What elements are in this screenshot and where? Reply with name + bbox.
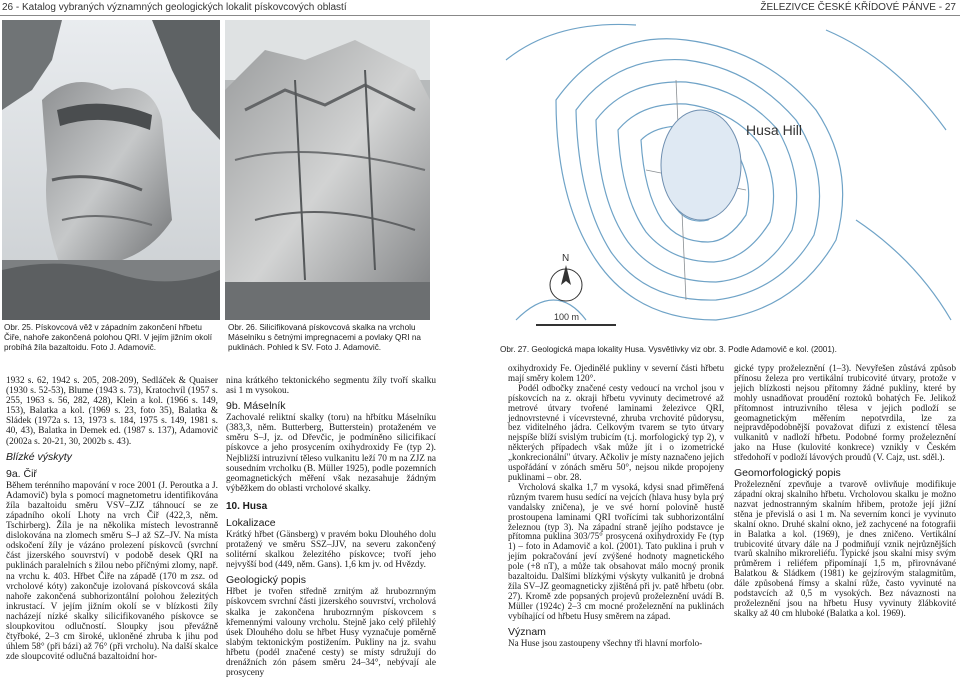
page-header <box>0 0 960 18</box>
map-label-husa-hill: Husa Hill <box>746 122 803 138</box>
caption-fig-26: Obr. 26. Silicifikovaná pískovcová skalka na vrcholu Máselníku s četnými impregnacemi a povlaky QRI na puklinách. Pohled k SV. Foto J. Adamovič. <box>228 323 421 352</box>
text-col3-p1: oxihydroxidy Fe. Ojedinělé pukliny v severní části hřbetu mají směry kolem 120°. <box>508 363 724 383</box>
heading-geomorphology: Geomorfologický popis <box>734 467 841 480</box>
scale-label: 100 m <box>554 312 580 322</box>
heading-nearby: Blízké výskyty <box>6 450 72 463</box>
heading-significance: Význam <box>508 625 546 638</box>
geologic-map-husa <box>496 20 958 340</box>
caption-fig-25: Obr. 25. Pískovcová věž v západním zakončení hřbetu Čiře, nahoře zakončená polohou QRI. V jejím jižním okolí probíhá žíla bazaltoidu. Foto J. Adamovič. <box>4 323 212 352</box>
heading-geology: Geologický popis <box>226 574 306 587</box>
column-2 <box>226 376 436 678</box>
caption-fig-27: Obr. 27. Geologická mapa lokality Husa. Vysvětlivky viz obr. 3. Podle Adamovič e kol. (2001). <box>500 345 837 354</box>
text-col3-p3: Vrcholová skalka 1,7 m vysoká, kdysi snad přiměřená různým tvarem husu sedící na vejcích (hlava husy byla prý vandalsky zničena), je ve své horní polovině hustě prostoupena laminami QRI tvořícími tak subhorizontální železnou (typ 3). Na západní straně jejího podstavce je přítomna puklina 303/75° prosycená oxihydroxidy Fe (typ 1) – foto in Adamovič a kol. (2001). Tato puklina i pruh v jejím pokračování jeví zvýšené hodnoty magnetického pole (+8 nT), a může tak obsahovat málo mocný pronik bazaltoidu. Dalšími blízkými výskyty vulkanitů je drobná žíla SV–JZ geomagneticky zjištěná při jv. patě hřbetu (obr. 27). Kromě zde popsaných projevů proželeznění uvádí B. Müller (1924c) 2–3 cm mocné proželeznění na puklinách vybíhající od hřbetu Husy směrem na západ. <box>508 481 724 621</box>
heading-10: 10. Husa <box>226 500 268 512</box>
text-9b: Zachovalé reliktní skalky (toru) na hřbítku Máselníku (383,3, něm. Butterberg, Butterstein) protaženém ve směru S–J, jz. od Dřevčic, je podmíněno silicifikací pískovce a jeho prosycením oxihydroxidy Fe (typ 2). Nejbližší intruzivní těleso vulkanitu leží 70 m na ZJZ na sousedním vrcholku (B. Müller 1925), podle pozemních geomagnetických měření však nezasahuje žádným výběžkem do oblasti vrcholové skalky. <box>226 413 436 494</box>
header-right: ŽELEZIVCE ČESKÉ KŘÍDOVÉ PÁNVE - 27 <box>760 2 956 13</box>
header-left: 26 - Katalog vybraných významných geologických lokalit pískovcových oblastí <box>2 2 347 13</box>
header-rule <box>0 15 960 16</box>
text-geology: Hřbet je tvořen středně zrnitým až hrubozrnným pískovcem svrchní části jizerského souvrství, vrcholová skalka je zakončena hrubozrnným pískovcem s křemennými valouny vrcholu. Stejně jako celý přilehlý úsek Dlouhého dolu se hřbet Husy vyznačuje poměrně slabým tektonickým postižením. Pukliny na jz. svahu hřbetu (podél značené cesty) se místy sdružují do drenážních zón pásem směru 24–34°, nebývají ale prosyceny <box>226 587 436 679</box>
references: 1932 s. 62, 1942 s. 205, 208-209), Sedláček & Quaiser (1930 s. 52-53), Blume (1943 s. 73), Kratochvíl (1957 s. 255, 1963 s. 56, 282, 428), Klein a kol. (1966 s. 149, 153), Balatka a kol. (1969 s. 23, foto 35), Balatka & Sládek (1972a s. 13, 1973 s. 184, 1975 s. 149, 1981 s. 40, 43), Balatka in Demek ed. (1987 s. 137), Adamovič (2002a s. 20-21, 30, 2002b s. 43). <box>6 376 218 447</box>
column-1 <box>6 376 218 662</box>
text-col3-p4: Na Huse jsou zastoupeny všechny tři hlavní morfolo- <box>508 637 703 648</box>
photo-sandstone-tower <box>2 20 220 320</box>
text-col4-p2: Proželeznění zpevňuje a tvarově ovlivňuje modifikuje západní okraj skalního hřbetu. Vrcholovou skalku je možno nazvat jednostranným skalním hřibem, protože její jižní stěna je převislá o asi 1 m. Na severním konci je vyvinuto skalní okno. Druhé skalní okno, jež zachycené na fotografii in Balatka a kol. (1969), je dnes zničeno. Vertikální trubicovité útvary dále na J podmiňují vznik nejrůznějších tvarů skalního mikroreliéfu. Typické jsou skalní misy svým průměrem i reliéfem připomínají 1,5 m, přirovnávané Balatkou & Sládkem (1981) ke gejzírovým stalagmitům, dále způsobená římsy a skalní růže, často vyvinuté na podstavcích až 0,5 m vysokých. Bez návaznosti na proželeznění jsou na hřbetu Husy vyvinuty žlábkovité skalky až 40 cm hluboké (Balatka a kol. 1969). <box>734 479 956 618</box>
column-3 <box>508 364 724 648</box>
text-col4-p1: gické typy proželeznění (1–3). Nevyřešen zůstává způsob přínosu železa pro vertikální trubicovité útvary, protože v jejich blízkosti nejsou přítomny žádné pukliny, které by mohly usnadňovat proudění roztoků bohatých Fe. Jelikož přítomnost intruzivního tělesa v jejich podloží se geomagnetickým měřením nepotvrdila, lze za nejpravděpodobnější považovat difuzi z existencí tělesa vulkanitů v nadloží hřbetu. Podobné formy proželeznění jako na Huse (kulovité konkrece) vznikly v Českém středohoří v podloží lávových proudů (V. Cajz, ust. sděl.). <box>734 363 956 463</box>
text-col3-p2: Podél odbočky značené cesty vedoucí na vrchol jsou v pískovcích na z. okraji hřbetu vyvinuty decimetrové až metrové útvary tvořené laminami železivce QRI, jednovrstevné i vícevrstevné, zhruba vrchovité půdorysu, bez viditelného jádra. Celkovým tvarem se tyto útvary nejspíše blíží svislým trubicím (t.j. morfologický typ 2), v některých případech však může jít i o izometrické „konkrecionální" útvary. Ačkoliv je místy naznačeno jejich uspořádání v zónách směru 50°, nejsou nikde propojeny puklinami – obr. 28. <box>508 382 724 482</box>
heading-localization: Lokalizace <box>226 516 276 529</box>
text-9a: Během terénního mapování v roce 2001 (J. Peroutka a J. Adamovič) byla s pomocí magnetometru identifikována žíla bazaltoidu směru VSV–ZJZ táhnoucí se ze západního okolí Lhoty na vrch Čiř (422,3, něm. Tschirberg). Žíla je na několika místech levostranně dislokována na zlomech směru S–J až SZ–JV. Na místa odskočení žíly je vázáno prolezení pískovců (svrchní část jizerského souvrství) v podobě desek QRI na puklinách paralelních s žilou nebo příčnými zlomy, např. na vrchu k. 403. Hřbet Čiře na západě (170 m zsz. od vrcholové kóty) zakončuje izolovaná pískovcová skála nahoře zakončená subhorizontální polohou železitých inkrustací. V jejím jižním okolí se v blízkosti žíly nacházejí nízké skalky silicifikovaného pískovce se sloupkovitou odlučností. Sloupky jsou převážně čtyřboké, 2–3 cm široké, ukloněné zhruba k jihu pod úhlem 58° (při bázi) až 76° (při vrcholu). Na další skalce zde sloupcovité odlučná bazaltoidní hor- <box>6 480 218 663</box>
heading-9a: 9a. Čiř <box>6 467 37 480</box>
heading-9b: 9b. Máselník <box>226 400 286 413</box>
column-4 <box>734 364 956 619</box>
text-continuation: nina krátkého tektonického segmentu žíly tvoří skalku asi 1 m vysokou. <box>226 376 436 397</box>
text-localization: Krátký hřbet (Gänsberg) v pravém boku Dlouhého dolu protažený ve směru SSZ–JJV, na severu zakončený solitérní skalkou železitého pískovce; tvoří jeho nejvyšší bod (449, něm. Gans). 1,6 km jv. od Hvězdy. <box>226 529 436 571</box>
photo-silicified-rock <box>225 20 430 320</box>
north-label: N <box>562 253 570 264</box>
